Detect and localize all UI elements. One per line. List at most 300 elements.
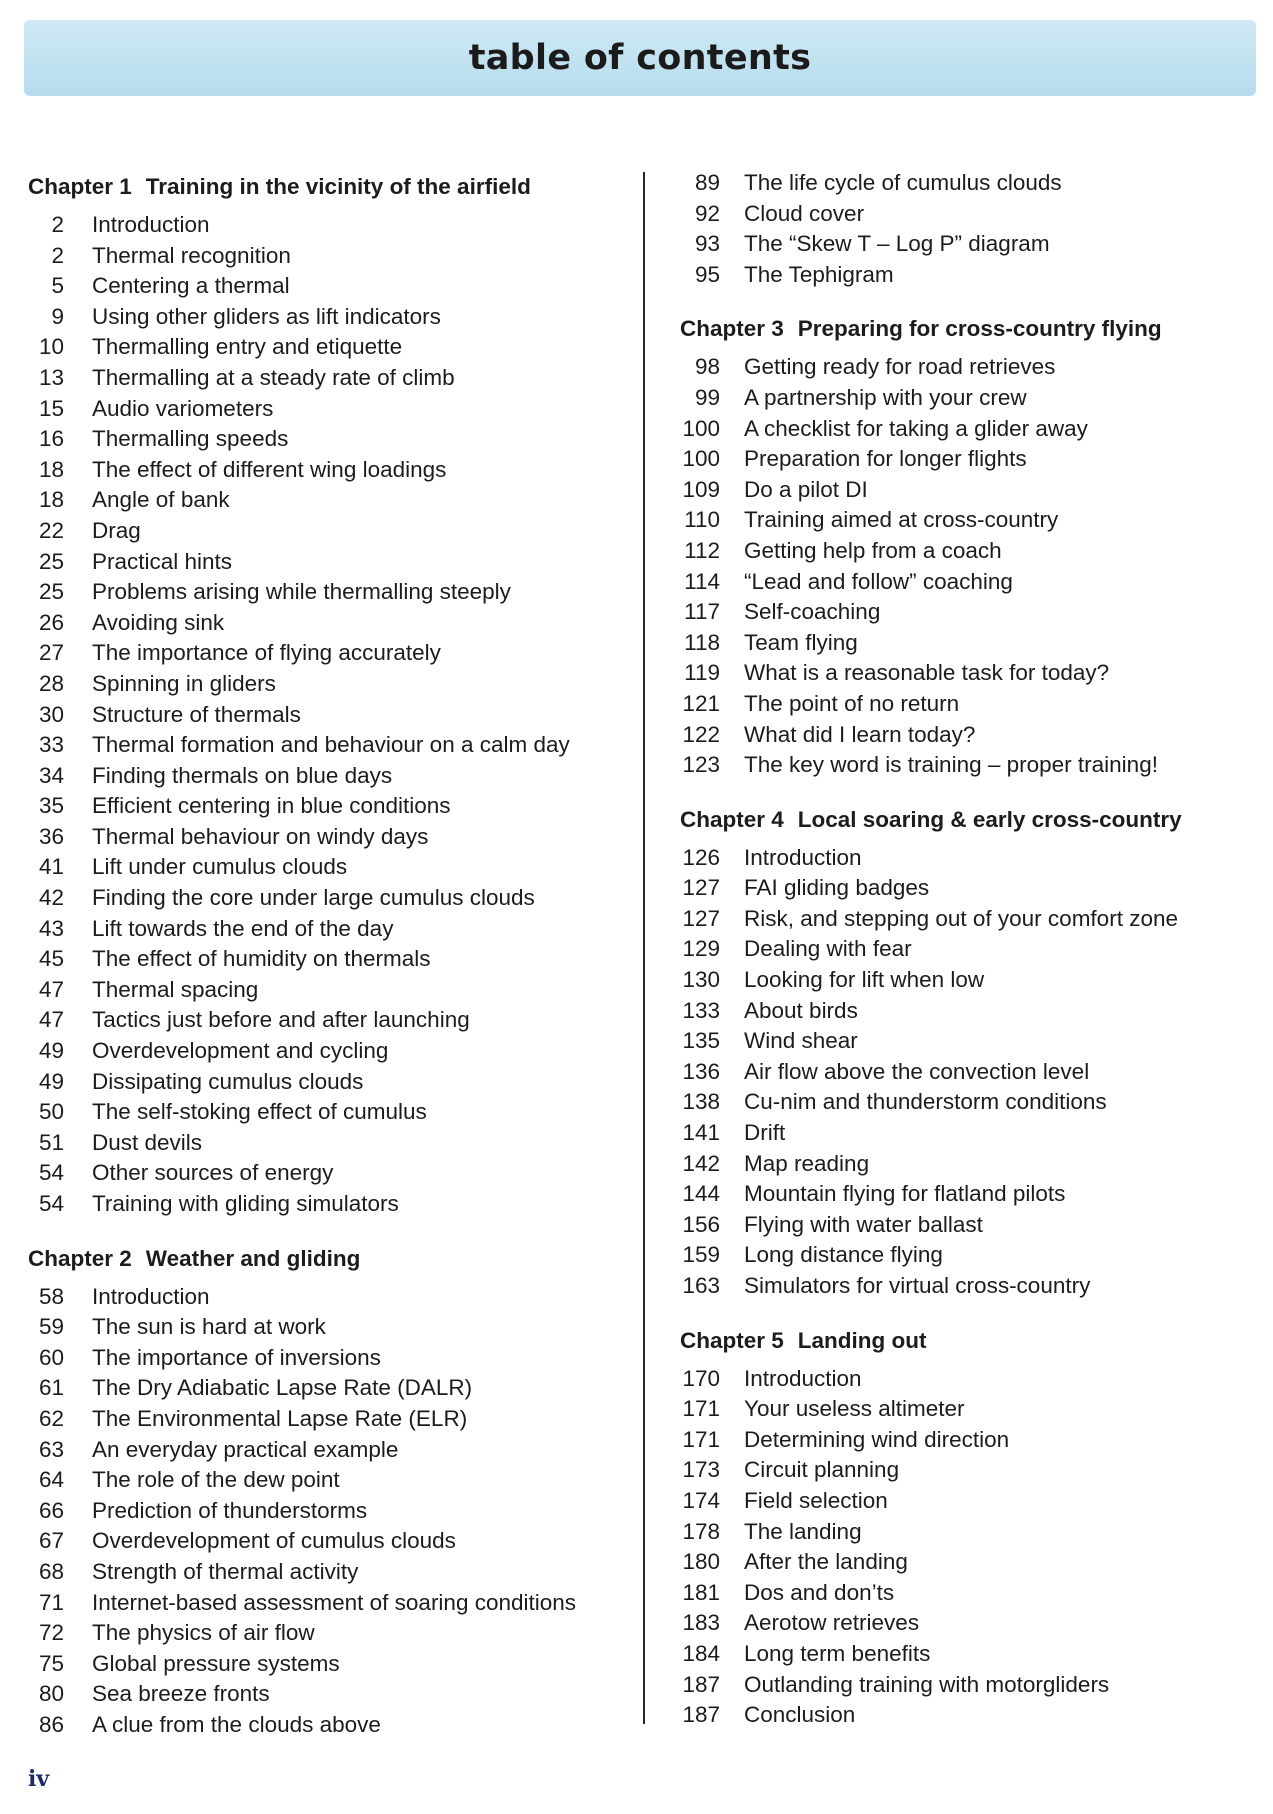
entry-page-number: 86 <box>38 1711 64 1737</box>
entry-page-number: 54 <box>38 1160 64 1186</box>
entry-page-number: 51 <box>38 1129 64 1155</box>
entry-page-number: 129 <box>682 936 720 962</box>
entry-page-number: 22 <box>38 517 64 543</box>
entry-title: Getting ready for road retrieves <box>744 354 1056 380</box>
entry-title: Overdevelopment of cumulus clouds <box>92 1528 456 1554</box>
entry-page-number: 127 <box>682 905 720 931</box>
toc-entry <box>28 302 640 333</box>
entry-page-number: 156 <box>682 1211 720 1237</box>
entry-page-number: 171 <box>682 1396 720 1422</box>
toc-entry <box>680 1517 1260 1548</box>
entry-page-number: 28 <box>38 670 64 696</box>
toc-entry <box>28 944 640 975</box>
toc-entry <box>680 536 1260 567</box>
entry-page-number: 93 <box>694 231 720 257</box>
entry-title: “Lead and follow” coaching <box>744 568 1013 594</box>
entry-title: Map reading <box>744 1150 870 1176</box>
toc-entry <box>28 1618 640 1649</box>
toc-entry <box>680 1486 1260 1517</box>
entry-title: The effect of humidity on thermals <box>92 946 431 972</box>
toc-entry <box>680 168 1260 199</box>
entry-page-number: 33 <box>38 732 64 758</box>
entry-page-number: 114 <box>684 568 720 594</box>
toc-entry <box>680 597 1260 628</box>
entry-title: What is a reasonable task for today? <box>744 660 1110 686</box>
toc-entry <box>680 444 1260 475</box>
toc-column-right <box>680 168 1260 1731</box>
entry-title: After the landing <box>744 1549 908 1575</box>
toc-entry <box>28 1158 640 1189</box>
chapter-title: Preparing for cross-country flying <box>797 316 1162 342</box>
toc-entry <box>680 1455 1260 1486</box>
entry-title: Prediction of thunderstorms <box>92 1497 368 1523</box>
entry-page-number: 187 <box>682 1702 720 1728</box>
toc-entry <box>680 965 1260 996</box>
toc-entry <box>680 1394 1260 1425</box>
entry-title: Training with gliding simulators <box>92 1191 399 1216</box>
entry-title: Getting help from a coach <box>744 537 1002 563</box>
entry-page-number: 64 <box>38 1467 64 1493</box>
entry-page-number: 13 <box>38 364 64 390</box>
toc-entry <box>680 996 1260 1027</box>
entry-page-number: 170 <box>682 1365 720 1391</box>
entry-title: Thermal spacing <box>92 976 259 1002</box>
entry-title: Other sources of energy <box>92 1160 334 1186</box>
entry-title: The Tephigram <box>744 261 894 287</box>
entry-title: Team flying <box>744 629 858 655</box>
chapter-heading <box>28 1240 640 1278</box>
entry-title: The life cycle of cumulus clouds <box>744 170 1062 195</box>
toc-entry <box>28 424 640 455</box>
entry-title: Mountain flying for flatland pilots <box>744 1181 1066 1207</box>
toc-entry <box>680 628 1260 659</box>
toc-entry <box>28 394 640 425</box>
entry-page-number: 183 <box>682 1610 720 1636</box>
entry-page-number: 141 <box>682 1120 720 1146</box>
entry-title: Thermalling speeds <box>92 426 289 452</box>
chapter-heading <box>680 310 1260 348</box>
entry-page-number: 34 <box>38 762 64 788</box>
entry-title: The effect of different wing loadings <box>92 456 447 482</box>
toc-entry <box>680 505 1260 536</box>
column-divider <box>643 172 645 1724</box>
toc-entry <box>28 1588 640 1619</box>
entry-title: Drift <box>744 1120 786 1146</box>
toc-entry <box>28 638 640 669</box>
toc-entry <box>680 934 1260 965</box>
toc-entry <box>680 750 1260 781</box>
toc-entry <box>680 1026 1260 1057</box>
entry-title: Outlanding training with motorgliders <box>744 1671 1110 1697</box>
toc-entry <box>680 658 1260 689</box>
entry-title: Long distance flying <box>744 1242 943 1268</box>
toc-entry <box>28 577 640 608</box>
entry-page-number: 174 <box>682 1487 720 1513</box>
entry-title: The self-stoking effect of cumulus <box>92 1099 427 1125</box>
entry-title: The key word is training – proper training! <box>744 752 1158 778</box>
page-number: iv <box>28 1766 50 1792</box>
entry-title: Angle of bank <box>92 487 230 513</box>
toc-entry <box>28 332 640 363</box>
toc-entry <box>28 761 640 792</box>
entry-title: Your useless altimeter <box>744 1396 965 1422</box>
entry-page-number: 95 <box>694 261 720 287</box>
entry-page-number: 45 <box>38 946 64 972</box>
toc-entry <box>680 260 1260 291</box>
entry-page-number: 118 <box>684 629 720 655</box>
entry-title: Cloud cover <box>744 200 865 226</box>
entry-title: The role of the dew point <box>92 1467 340 1493</box>
entry-title: Cu-nim and thunderstorm conditions <box>744 1089 1107 1115</box>
toc-entry <box>28 1465 640 1496</box>
entry-title: Structure of thermals <box>92 701 301 727</box>
entry-page-number: 42 <box>38 885 64 911</box>
entry-title: Air flow above the convection level <box>744 1058 1090 1084</box>
entry-title: Introduction <box>744 844 862 870</box>
toc-entry <box>680 1271 1260 1302</box>
entry-page-number: 10 <box>38 334 64 360</box>
entry-page-number: 18 <box>38 487 64 513</box>
entry-page-number: 25 <box>38 579 64 605</box>
toc-entry <box>680 1149 1260 1180</box>
chapter-number: Chapter 1 <box>28 174 132 199</box>
entry-title: The Environmental Lapse Rate (ELR) <box>92 1405 468 1431</box>
toc-entry <box>680 1240 1260 1271</box>
entry-title: Risk, and stepping out of your comfort zone <box>744 905 1178 931</box>
chapter-title: Training in the vicinity of the airfield <box>145 174 531 199</box>
chapter-spacer <box>680 290 1260 310</box>
toc-entry <box>28 1005 640 1036</box>
entry-page-number: 18 <box>38 456 64 482</box>
toc-entry <box>28 1710 640 1741</box>
entry-page-number: 2 <box>51 242 64 268</box>
entry-title: Dealing with fear <box>744 936 912 962</box>
chapter-number: Chapter 2 <box>28 1245 132 1271</box>
entry-title: Centering a thermal <box>92 273 290 299</box>
toc-column-left <box>28 168 640 1741</box>
entry-page-number: 49 <box>38 1068 64 1094</box>
toc-entry <box>28 852 640 883</box>
entry-page-number: 66 <box>38 1497 64 1523</box>
entry-page-number: 180 <box>682 1549 720 1575</box>
toc-entry <box>680 689 1260 720</box>
entry-page-number: 136 <box>682 1058 720 1084</box>
entry-page-number: 142 <box>682 1150 720 1176</box>
entry-title: The Dry Adiabatic Lapse Rate (DALR) <box>92 1375 473 1401</box>
chapter-number: Chapter 3 <box>680 316 784 342</box>
entry-title: Do a pilot DI <box>744 476 868 502</box>
entry-page-number: 80 <box>38 1681 64 1707</box>
entry-page-number: 71 <box>38 1589 64 1615</box>
entry-page-number: 184 <box>682 1640 720 1666</box>
entry-title: Wind shear <box>744 1028 858 1054</box>
entry-page-number: 127 <box>682 875 720 901</box>
entry-title: Global pressure systems <box>92 1650 340 1676</box>
entry-page-number: 159 <box>682 1242 720 1268</box>
entry-page-number: 62 <box>38 1405 64 1431</box>
entry-page-number: 30 <box>38 701 64 727</box>
toc-entry <box>680 1547 1260 1578</box>
entry-title: The physics of air flow <box>92 1620 315 1646</box>
entry-page-number: 36 <box>38 823 64 849</box>
toc-entry <box>680 904 1260 935</box>
entry-page-number: 173 <box>682 1457 720 1483</box>
chapter-title: Local soaring & early cross-country <box>797 806 1182 832</box>
entry-title: Introduction <box>92 212 210 237</box>
entry-title: Spinning in gliders <box>92 670 276 696</box>
toc-entry <box>28 1373 640 1404</box>
entry-page-number: 60 <box>38 1344 64 1370</box>
chapter-spacer <box>680 781 1260 801</box>
entry-title: Tactics just before and after launching <box>92 1007 470 1033</box>
toc-entry <box>680 873 1260 904</box>
toc-entry <box>680 1578 1260 1609</box>
entry-page-number: 109 <box>682 476 720 502</box>
toc-entry <box>28 730 640 761</box>
entry-page-number: 5 <box>51 273 64 299</box>
entry-title: Audio variometers <box>92 395 274 421</box>
toc-entry <box>28 1067 640 1098</box>
toc-entry <box>28 975 640 1006</box>
toc-entry <box>28 210 640 241</box>
entry-page-number: 59 <box>38 1314 64 1340</box>
entry-page-number: 163 <box>682 1273 720 1298</box>
entry-page-number: 15 <box>38 395 64 421</box>
entry-page-number: 16 <box>38 426 64 452</box>
toc-entry <box>28 241 640 272</box>
entry-page-number: 47 <box>38 976 64 1002</box>
entry-page-number: 138 <box>682 1089 720 1115</box>
toc-entry <box>28 1526 640 1557</box>
entry-title: Overdevelopment and cycling <box>92 1038 389 1064</box>
entry-page-number: 126 <box>682 844 720 870</box>
toc-entry <box>28 1312 640 1343</box>
entry-title: Self-coaching <box>744 599 881 625</box>
toc-entry <box>680 1639 1260 1670</box>
entry-page-number: 112 <box>684 537 720 563</box>
entry-page-number: 178 <box>682 1518 720 1544</box>
entry-title: The “Skew T – Log P” diagram <box>744 231 1050 257</box>
title-banner <box>24 20 1256 96</box>
toc-entry <box>28 700 640 731</box>
entry-page-number: 122 <box>682 721 720 747</box>
toc-entry <box>680 1087 1260 1118</box>
entry-title: Simulators for virtual cross-country <box>744 1273 1091 1298</box>
toc-entry <box>28 669 640 700</box>
entry-page-number: 41 <box>38 854 64 880</box>
toc-entry <box>28 1435 640 1466</box>
page-title: table of contents <box>468 38 812 78</box>
entry-title: Training aimed at cross-country <box>744 507 1059 533</box>
entry-page-number: 133 <box>682 997 720 1023</box>
toc-entry <box>28 608 640 639</box>
entry-title: About birds <box>744 997 858 1023</box>
entry-page-number: 99 <box>694 384 720 410</box>
toc-entry <box>28 1036 640 1067</box>
toc-entry <box>680 1118 1260 1149</box>
toc-entry <box>28 1097 640 1128</box>
entry-title: Finding the core under large cumulus clouds <box>92 885 535 911</box>
entry-title: Aerotow retrieves <box>744 1610 920 1636</box>
entry-title: The importance of inversions <box>92 1344 381 1370</box>
chapter-heading <box>28 168 640 206</box>
entry-page-number: 123 <box>682 752 720 778</box>
entry-page-number: 98 <box>694 354 720 380</box>
chapter-heading <box>680 801 1260 839</box>
toc-entry <box>28 1649 640 1680</box>
entry-title: The importance of flying accurately <box>92 640 441 666</box>
entry-title: Long term benefits <box>744 1640 931 1666</box>
entry-page-number: 63 <box>38 1436 64 1462</box>
entry-page-number: 61 <box>38 1375 64 1401</box>
entry-title: Using other gliders as lift indicators <box>92 303 441 329</box>
entry-title: What did I learn today? <box>744 721 976 747</box>
toc-entry <box>680 414 1260 445</box>
toc-entry <box>28 1496 640 1527</box>
toc-entry <box>28 914 640 945</box>
chapter-heading <box>680 1322 1260 1360</box>
toc-entry <box>680 720 1260 751</box>
entry-title: A partnership with your crew <box>744 384 1027 410</box>
entry-page-number: 181 <box>682 1579 720 1605</box>
entry-title: Conclusion <box>744 1702 856 1728</box>
toc-entry <box>680 1700 1260 1731</box>
entry-page-number: 119 <box>684 660 720 686</box>
entry-page-number: 117 <box>684 599 720 625</box>
entry-page-number: 9 <box>51 303 64 329</box>
chapter-number: Chapter 4 <box>680 806 784 832</box>
entry-page-number: 50 <box>38 1099 64 1125</box>
toc-entry <box>28 1282 640 1313</box>
entry-title: Dust devils <box>92 1129 203 1155</box>
entry-title: The point of no return <box>744 690 960 716</box>
entry-title: Introduction <box>744 1365 862 1391</box>
toc-entry <box>28 1343 640 1374</box>
entry-page-number: 58 <box>38 1283 64 1309</box>
toc-entry <box>680 1179 1260 1210</box>
entry-title: Internet-based assessment of soaring conditions <box>92 1589 577 1615</box>
entry-page-number: 68 <box>38 1558 64 1584</box>
entry-title: Preparation for longer flights <box>744 446 1027 472</box>
entry-title: Strength of thermal activity <box>92 1558 359 1584</box>
chapter-number: Chapter 5 <box>680 1327 784 1353</box>
entry-page-number: 67 <box>38 1528 64 1554</box>
toc-entry <box>680 843 1260 874</box>
entry-page-number: 100 <box>682 415 720 441</box>
entry-title: Field selection <box>744 1487 888 1513</box>
toc-entry <box>28 1557 640 1588</box>
entry-page-number: 75 <box>38 1650 64 1676</box>
entry-title: Thermal behaviour on windy days <box>92 823 429 849</box>
entry-title: Thermal formation and behaviour on a calm day <box>92 732 570 758</box>
toc-entry <box>28 1679 640 1710</box>
toc-entry <box>680 567 1260 598</box>
entry-title: Looking for lift when low <box>744 967 985 993</box>
toc-entry <box>680 1670 1260 1701</box>
toc-entry <box>680 475 1260 506</box>
toc-entry <box>28 547 640 578</box>
entry-title: Practical hints <box>92 548 233 574</box>
entry-title: Lift towards the end of the day <box>92 915 394 941</box>
entry-page-number: 72 <box>38 1620 64 1646</box>
entry-title: Problems arising while thermalling steeply <box>92 579 511 605</box>
toc-entry <box>680 1210 1260 1241</box>
toc-entry <box>28 1404 640 1435</box>
toc-entry <box>680 1608 1260 1639</box>
entry-title: Sea breeze fronts <box>92 1681 270 1707</box>
toc-entry <box>680 1057 1260 1088</box>
entry-page-number: 49 <box>38 1038 64 1064</box>
entry-title: Finding thermals on blue days <box>92 762 393 788</box>
toc-entry <box>680 199 1260 230</box>
toc-entry <box>28 363 640 394</box>
toc-entry <box>680 1425 1260 1456</box>
entry-page-number: 171 <box>682 1426 720 1452</box>
entry-page-number: 144 <box>682 1181 720 1207</box>
entry-title: An everyday practical example <box>92 1436 399 1462</box>
toc-entry <box>28 1189 640 1220</box>
entry-title: Determining wind direction <box>744 1426 1010 1452</box>
toc-entry <box>28 455 640 486</box>
entry-title: Efficient centering in blue conditions <box>92 793 451 819</box>
entry-title: Dissipating cumulus clouds <box>92 1068 364 1094</box>
chapter-spacer <box>680 1302 1260 1322</box>
entry-title: The sun is hard at work <box>92 1314 326 1340</box>
entry-title: A clue from the clouds above <box>92 1711 381 1737</box>
entry-page-number: 92 <box>694 200 720 226</box>
entry-title: FAI gliding badges <box>744 875 930 901</box>
entry-page-number: 26 <box>38 609 64 635</box>
entry-title: Dos and don’ts <box>744 1579 895 1605</box>
entry-title: Thermalling at a steady rate of climb <box>92 364 455 390</box>
entry-title: Lift under cumulus clouds <box>92 854 348 880</box>
chapter-title: Landing out <box>797 1327 927 1353</box>
entry-page-number: 135 <box>682 1028 720 1054</box>
entry-title: Circuit planning <box>744 1457 900 1483</box>
toc-entry <box>680 229 1260 260</box>
entry-title: Thermal recognition <box>92 242 291 268</box>
entry-title: Introduction <box>92 1283 210 1309</box>
entry-page-number: 2 <box>51 212 64 237</box>
entry-page-number: 35 <box>38 793 64 819</box>
entry-title: Avoiding sink <box>92 609 225 635</box>
toc-entry <box>680 383 1260 414</box>
entry-page-number: 187 <box>682 1671 720 1697</box>
entry-page-number: 43 <box>38 915 64 941</box>
entry-page-number: 110 <box>684 507 720 533</box>
toc-entry <box>28 883 640 914</box>
toc-entry <box>680 1364 1260 1395</box>
toc-entry <box>680 352 1260 383</box>
entry-page-number: 89 <box>694 170 720 195</box>
entry-title: Thermalling entry and etiquette <box>92 334 403 360</box>
entry-page-number: 54 <box>38 1191 64 1216</box>
chapter-title: Weather and gliding <box>145 1245 361 1271</box>
toc-entry <box>28 822 640 853</box>
entry-page-number: 47 <box>38 1007 64 1033</box>
toc-entry <box>28 271 640 302</box>
entry-page-number: 25 <box>38 548 64 574</box>
entry-title: The landing <box>744 1518 862 1544</box>
entry-page-number: 100 <box>682 446 720 472</box>
toc-entry <box>28 791 640 822</box>
entry-page-number: 27 <box>38 640 64 666</box>
entry-page-number: 121 <box>682 690 720 716</box>
entry-title: A checklist for taking a glider away <box>744 415 1088 441</box>
chapter-spacer <box>28 1220 640 1240</box>
entry-page-number: 130 <box>682 967 720 993</box>
entry-title: Drag <box>92 517 141 543</box>
